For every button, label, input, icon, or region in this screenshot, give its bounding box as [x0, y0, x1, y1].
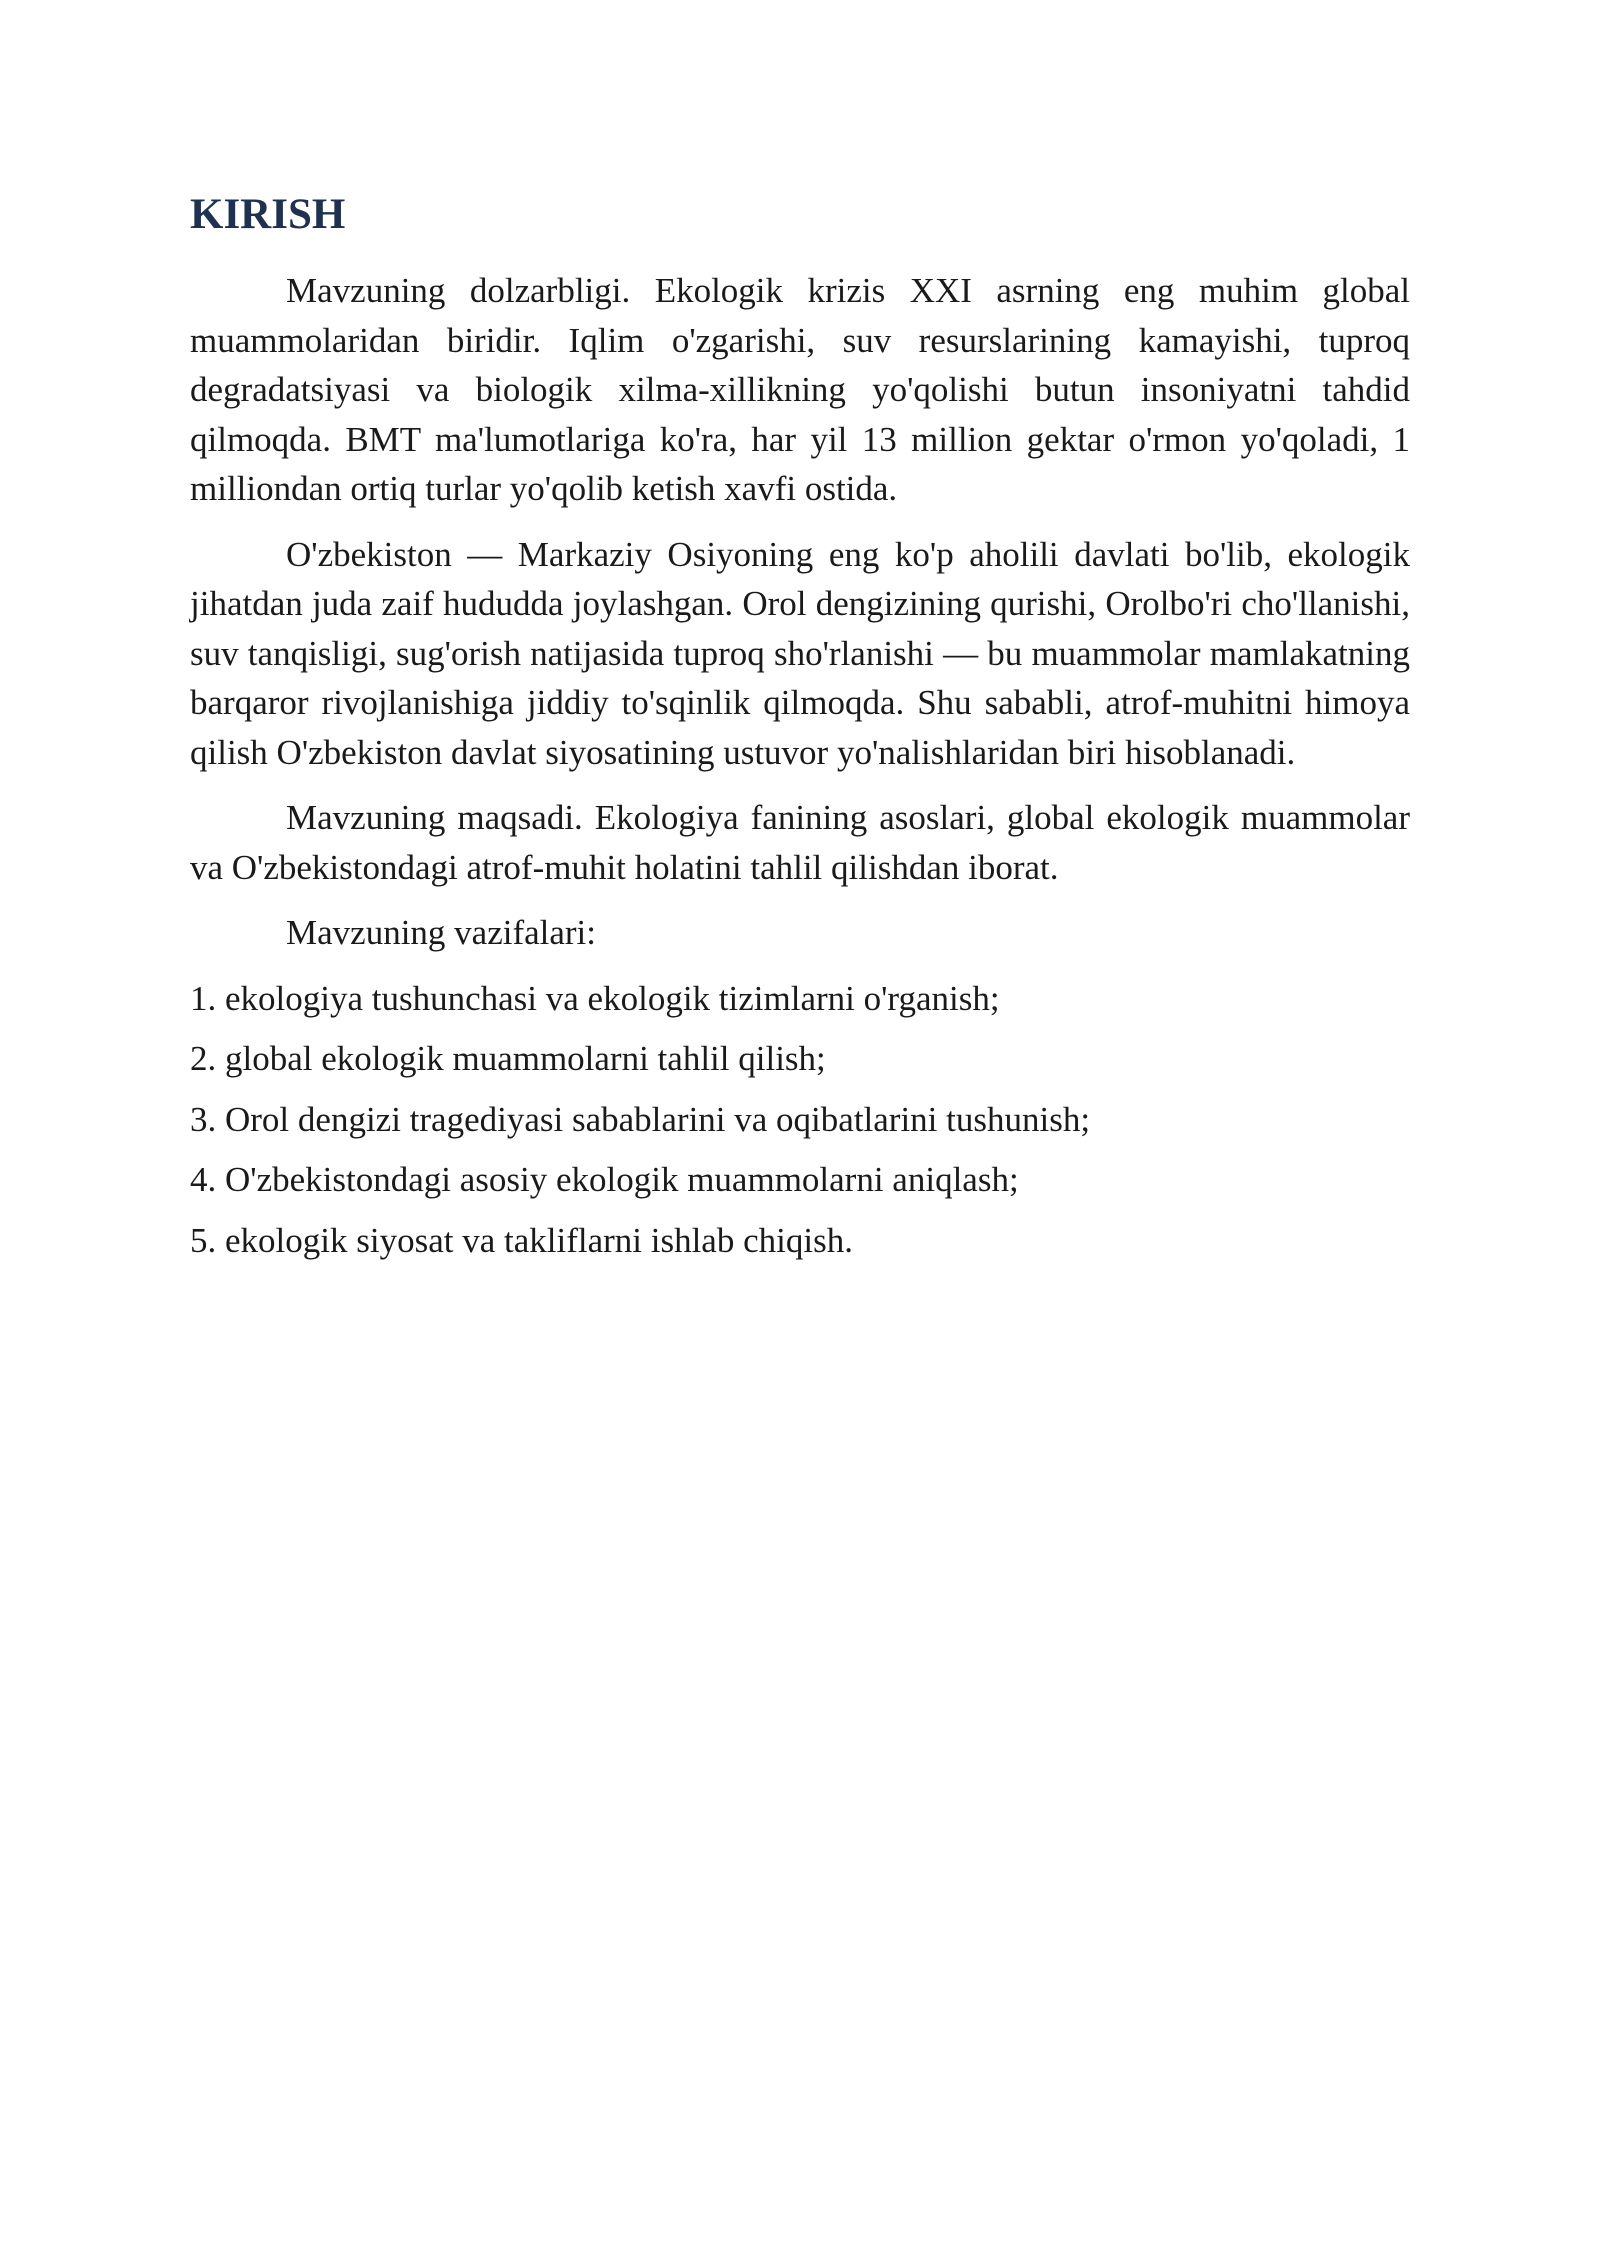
- paragraph-uzbekistan: O'zbekiston — Markaziy Osiyoning eng ko'p aholili davlati bo'lib, ekologik jihatdan juda zaif hududda joylashgan. Orol dengizining qurishi, Orolbo'ri cho'llanishi, suv tanqisligi, sug'orish natijasida tuproq sho'rlanishi — bu muammolar mamlakatning barqaror rivojlanishiga jiddiy to'sqinlik qilmoqda. Shu sababli, atrof-muhitni himoya qilish O'zbekiston davlat siyosatining ustuvor yo'nalishlaridan biri hisoblanadi.: [190, 534, 1410, 772]
- paragraph-goal: Mavzuning maqsadi. Ekologiya fanining asoslari, global ekologik muammolar va O'zbekistondagi atrof-muhit holatini tahlil qilishdan iborat.: [190, 798, 1410, 887]
- list-item: 2. global ekologik muammolarni tahlil qilish;: [190, 1039, 826, 1078]
- section-heading: KIRISH: [190, 191, 346, 238]
- list-item: 1. ekologiya tushunchasi va ekologik tizimlarni o'rganish;: [190, 978, 1000, 1018]
- document-body: [190, 186, 1410, 1276]
- paragraph-relevance: Mavzuning dolzarbligi. Ekologik krizis XXI asrning eng muhim global muammolaridan biridir. Iqlim o'zgarishi, suv resurslarining kamayishi, tuproq degradatsiyasi va biologik xilma-xillikning yo'qolishi butun insoniyatni tahdid qilmoqda. BMT ma'lumotlariga ko'ra, har yil 13 million gektar o'rmon yo'qoladi, 1 milliondan ortiq turlar yo'qolib ketish xavfi ostida.: [190, 271, 1410, 508]
- paragraph-tasks-intro: Mavzuning vazifalari:: [286, 913, 597, 952]
- list-item: 4. O'zbekistondagi asosiy ekologik muammolarni aniqlash;: [190, 1160, 1019, 1199]
- tasks-list: [190, 974, 1410, 1266]
- list-item: 3. Orol dengizi tragediyasi sabablarini va oqibatlarini tushunish;: [190, 1099, 1091, 1139]
- list-item: 5. ekologik siyosat va takliflarni ishlab chiqish.: [190, 1220, 853, 1260]
